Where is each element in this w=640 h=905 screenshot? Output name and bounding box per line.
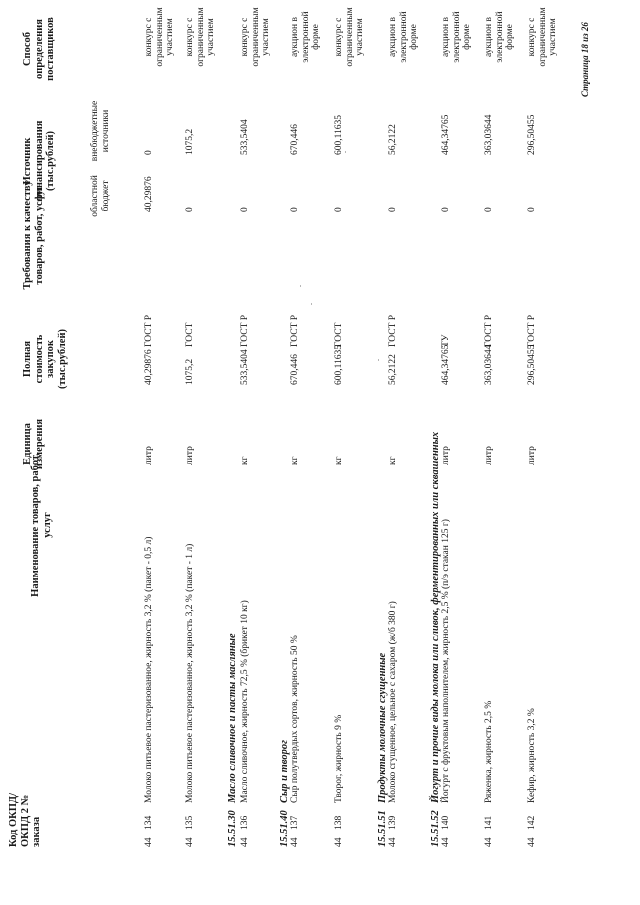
cell-name: Молоко питьевое пастеризованное, жирность 3,2 % (пакет - 0,5 л) [144, 536, 154, 803]
group-code: 15.51.51 [377, 810, 388, 847]
page-footer: Страница 18 из 26 [580, 22, 590, 97]
header-fin-regional: областной бюджет [90, 175, 111, 217]
cell-num: 137 [290, 815, 300, 830]
cell-regional: 0 [290, 207, 300, 212]
cell-method: аукцион в электронной форме [388, 11, 419, 63]
cell-req: ГОСТ Р [388, 314, 398, 347]
header-cost: Полная стоимость закупок (тыс.рублей) [22, 328, 68, 390]
scan-speck [345, 151, 346, 153]
cell-unit: кг [290, 456, 300, 465]
cell-method: аукцион в электронной форме [484, 11, 515, 63]
cell-name: Ряженка, жирность 2,5 % [484, 700, 494, 803]
group-code: 15.51.30 [227, 810, 238, 847]
cell-unit: кг [334, 456, 344, 465]
cell-unit: литр [441, 446, 451, 465]
cell-okpd: 44 [527, 837, 537, 847]
header-requirements: Требования к качеству товаров, работ, услуг [22, 180, 45, 290]
cell-cost: 56,2122 [388, 354, 398, 385]
group-code: 15.51.52 [430, 810, 441, 847]
cell-extra: 363,03644 [484, 114, 494, 155]
cell-extra: 56,2122 [388, 124, 398, 155]
cell-cost: 363,03644 [484, 344, 494, 385]
cell-req: ГОСТ Р [290, 314, 300, 347]
header-name: Наименование товаров, работ, услуг [30, 453, 53, 597]
cell-regional: 0 [527, 207, 537, 212]
cell-okpd: 44 [290, 837, 300, 847]
cell-method: аукцион в электронной форме [441, 11, 472, 63]
cell-extra: 600,11635 [334, 114, 344, 155]
cell-method: конкурс с ограниченным участием [144, 7, 175, 67]
cell-unit: литр [527, 446, 537, 465]
cell-extra: 464,34765 [441, 114, 451, 155]
cell-regional: 0 [240, 207, 250, 212]
cell-unit: литр [144, 446, 154, 465]
cell-method: конкурс с ограниченным участием [527, 7, 558, 67]
cell-okpd: 44 [484, 837, 494, 847]
cell-okpd: 44 [441, 837, 451, 847]
cell-cost: 40,29876 [144, 349, 154, 385]
cell-regional: 0 [388, 207, 398, 212]
cell-cost: 670,446 [290, 354, 300, 385]
cell-req: ГОСТ Р [527, 314, 537, 347]
cell-method: аукцион в электронной форме [290, 11, 321, 63]
cell-okpd: 44 [144, 837, 154, 847]
cell-req: ТУ [441, 334, 451, 347]
cell-cost: 296,50455 [527, 344, 537, 385]
cell-req: ГОСТ [334, 322, 344, 347]
cell-extra: 533,5404 [240, 119, 250, 155]
cell-cost: 1075,2 [185, 358, 195, 385]
cell-regional: 0 [334, 207, 344, 212]
group-title: Масло сливочное и пасты масляные [227, 633, 238, 803]
cell-method: конкурс с ограниченным участием [185, 7, 216, 67]
cell-regional: 0 [185, 207, 195, 212]
cell-method: конкурс с ограниченным участием [240, 7, 271, 67]
scan-speck [378, 359, 379, 361]
cell-num: 138 [334, 815, 344, 830]
cell-extra: 670,446 [290, 124, 300, 155]
group-code: 15.51.40 [279, 810, 290, 847]
group-title: Йогурт и прочие виды молока или сливок, ферментированных или сквашенных [430, 431, 441, 803]
cell-extra: 296,50455 [527, 114, 537, 155]
cell-name: Молоко сгущенное, цельное с сахаром (ж/б 380 г) [388, 601, 398, 803]
cell-name: Кефир, жирность 3,2 % [527, 708, 537, 803]
cell-extra: 0 [144, 150, 154, 155]
header-unit: Единица измерения [22, 418, 45, 470]
cell-unit: литр [185, 446, 195, 465]
cell-name: Творог, жирность 9 % [334, 714, 344, 803]
cell-req: ГОСТ Р [484, 314, 494, 347]
scan-speck [300, 285, 301, 287]
cell-num: 141 [484, 815, 494, 830]
cell-name: Сыр полутвердых сортов, жирность 50 % [290, 635, 300, 803]
group-title: Сыр и творог [279, 740, 290, 803]
cell-okpd: 44 [334, 837, 344, 847]
cell-method: конкурс с ограниченным участием [334, 7, 365, 67]
header-method: Способ определения поставщиков [22, 17, 56, 81]
cell-okpd: 44 [240, 837, 250, 847]
cell-req: ГОСТ [185, 322, 195, 347]
cell-cost: 600,11635 [334, 344, 344, 385]
cell-num: 136 [240, 815, 250, 830]
cell-extra: 1075,2 [185, 128, 195, 155]
cell-num: 140 [441, 815, 451, 830]
cell-cost: 464,34765 [441, 344, 451, 385]
cell-num: 135 [185, 815, 195, 830]
cell-name: Йогурт с фруктовым наполнителем, жирность 2,5 % (п/э стакан 125 г) [441, 519, 451, 803]
cell-num: 139 [388, 815, 398, 830]
cell-cost: 533,5404 [240, 349, 250, 385]
cell-okpd: 44 [185, 837, 195, 847]
cell-name: Молоко питьевое пастеризованное, жирность 3,2 % (пакет - 1 л) [185, 543, 195, 803]
group-title: Продукты молочные сгущенные [377, 652, 388, 803]
cell-regional: 0 [484, 207, 494, 212]
header-financing: Источник финансирования (тыс.рублей) [22, 120, 56, 202]
cell-req: ГОСТ Р [240, 314, 250, 347]
cell-regional: 40,29876 [144, 176, 154, 212]
cell-req: ГОСТ Р [144, 314, 154, 347]
header-code: Код ОКПД/ ОКПД 2 № заказа [8, 792, 42, 847]
cell-num: 142 [527, 815, 537, 830]
cell-num: 134 [144, 815, 154, 830]
cell-unit: кг [388, 456, 398, 465]
cell-unit: литр [484, 446, 494, 465]
cell-okpd: 44 [388, 837, 398, 847]
scan-speck [311, 303, 312, 305]
cell-regional: 0 [441, 207, 451, 212]
header-fin-extra: внебюджетные источники [90, 100, 111, 162]
cell-unit: кг [240, 456, 250, 465]
cell-name: Масло сливочное, жирность 72,5 % (брикет 10 кг) [240, 600, 250, 803]
